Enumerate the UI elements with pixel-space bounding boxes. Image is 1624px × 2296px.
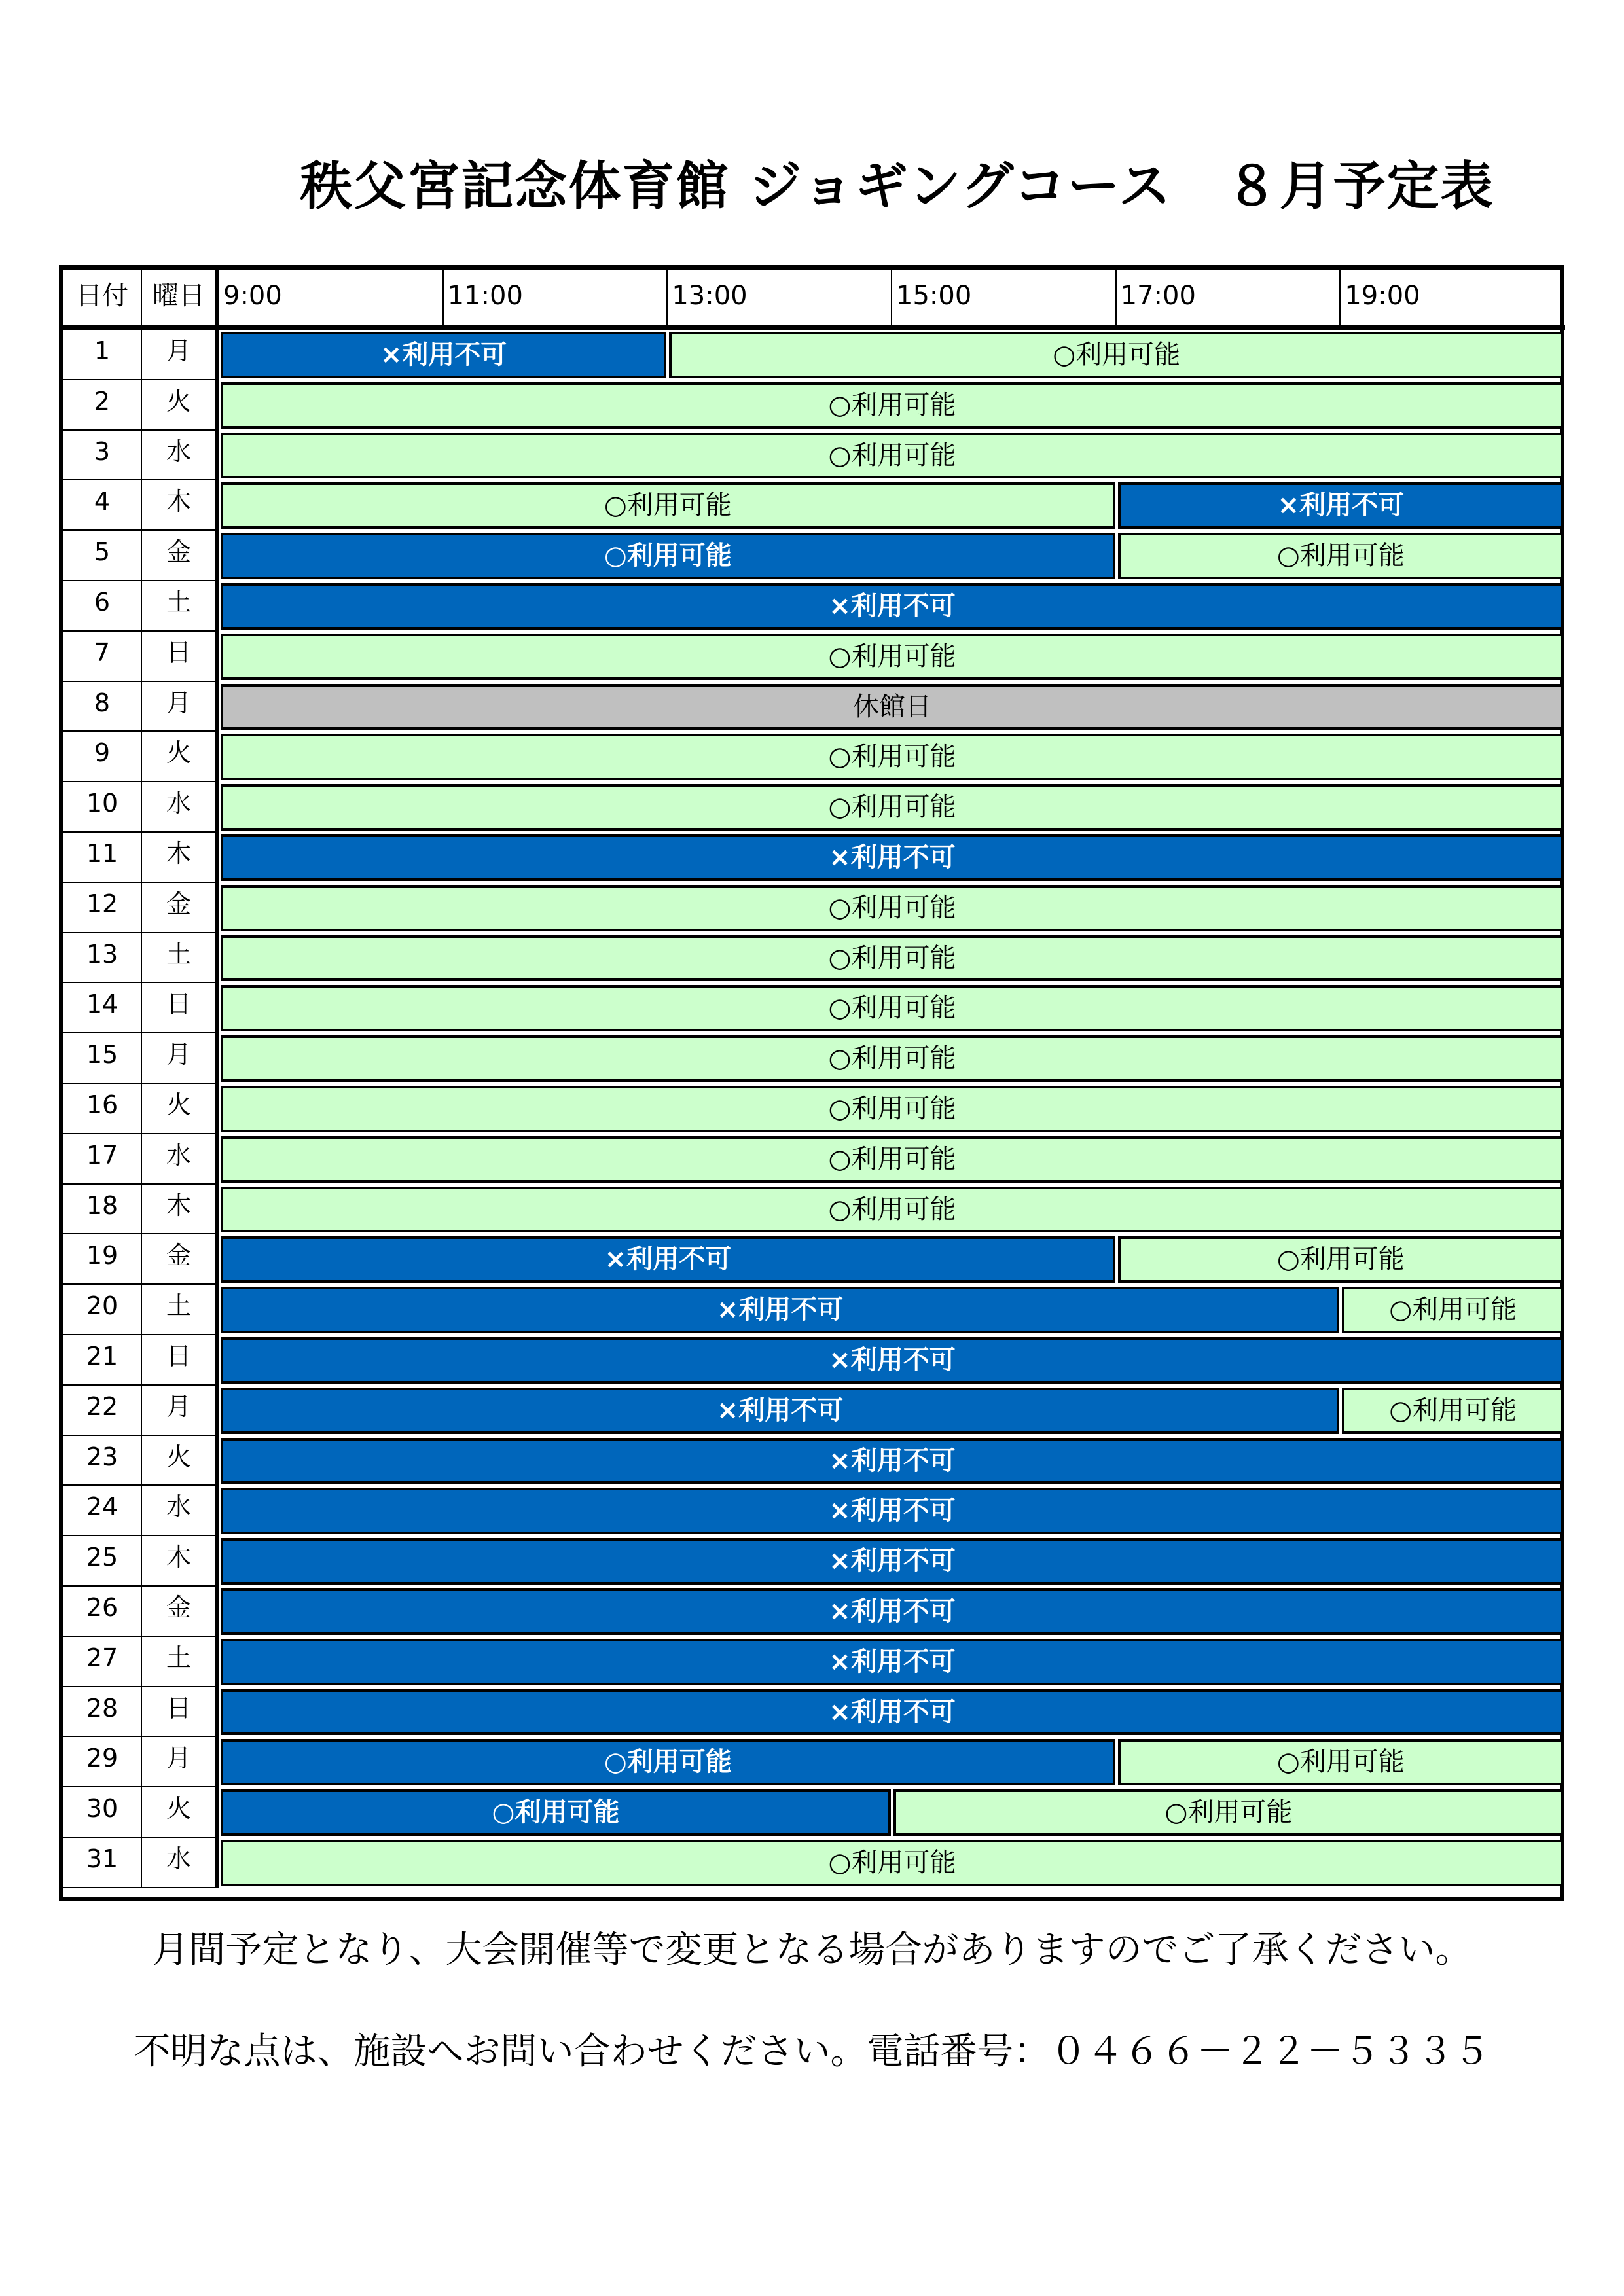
row-date: 17 [63,1134,142,1185]
schedule-slot-unavailable: ×利用不可 [221,834,1564,881]
schedule-slot-unavailable: ×利用不可 [221,1538,1564,1585]
row-weekday: 月 [142,330,219,380]
schedule-slot-unavailable: ×利用不可 [221,1689,1564,1736]
row-date: 28 [63,1687,142,1738]
row-date: 16 [63,1084,142,1134]
schedule-slot-available: ○利用可能 [221,935,1564,982]
row-date: 15 [63,1033,142,1084]
row-weekday: 水 [142,431,219,481]
note-contact: 不明な点は、施設へお問い合わせください。電話番号：０４６６－２２－５３３５ [134,2030,1490,2073]
row-date: 29 [63,1737,142,1787]
row-date: 20 [63,1285,142,1335]
schedule-slot-available: ○利用可能 [221,985,1564,1031]
schedule-slot-unavailable: ×利用不可 [221,1388,1339,1434]
header-time: 11:00 [444,270,668,330]
row-weekday: 火 [142,380,219,431]
row-date: 1 [63,330,142,380]
row-date: 14 [63,983,142,1033]
row-weekday: 木 [142,1185,219,1235]
row-date: 22 [63,1386,142,1436]
row-date: 4 [63,480,142,531]
row-weekday: 火 [142,732,219,782]
schedule-slot-unavailable: ×利用不可 [221,583,1564,630]
row-weekday: 月 [142,1737,219,1787]
schedule-slot-available: ○利用可能 [221,533,1115,579]
row-date: 12 [63,883,142,933]
schedule-slot-available: ○利用可能 [221,1739,1115,1785]
row-date: 8 [63,682,142,732]
schedule-slot-unavailable: ×利用不可 [221,1438,1564,1484]
schedule-slot-available: ○利用可能 [1118,1236,1564,1283]
header-weekday: 曜日 [142,270,219,330]
schedule-slot-available: ○利用可能 [1342,1287,1564,1333]
schedule-slot-available: ○利用可能 [893,1789,1564,1836]
header-time: 9:00 [219,270,444,330]
schedule-slot-available: ○利用可能 [1118,533,1564,579]
row-weekday: 火 [142,1084,219,1134]
row-date: 3 [63,431,142,481]
schedule-slot-closed: 休館日 [221,684,1564,730]
row-date: 13 [63,933,142,984]
row-weekday: 日 [142,1335,219,1386]
row-weekday: 木 [142,1536,219,1587]
schedule-slot-unavailable: ×利用不可 [221,332,666,378]
row-date: 5 [63,531,142,581]
row-weekday: 土 [142,581,219,632]
schedule-slot-available: ○利用可能 [221,1840,1564,1886]
schedule-slot-unavailable: ×利用不可 [221,1236,1115,1283]
schedule-slot-available: ○利用可能 [221,734,1564,780]
row-weekday: 月 [142,682,219,732]
row-date: 25 [63,1536,142,1587]
header-time: 17:00 [1117,270,1341,330]
schedule-slot-available: ○利用可能 [221,784,1564,831]
row-weekday: 日 [142,983,219,1033]
schedule-slot-unavailable: ×利用不可 [221,1287,1339,1333]
row-date: 21 [63,1335,142,1386]
page-title: 秩父宮記念体育館 ジョギングコース ８月予定表 [300,156,1494,217]
header-time: 19:00 [1341,270,1565,330]
row-weekday: 水 [142,782,219,833]
schedule-slot-available: ○利用可能 [221,482,1115,529]
row-date: 6 [63,581,142,632]
header-time: 13:00 [668,270,892,330]
schedule-slot-available: ○利用可能 [1342,1388,1564,1434]
header-time: 15:00 [892,270,1117,330]
row-weekday: 月 [142,1033,219,1084]
row-weekday: 土 [142,1285,219,1335]
row-date: 24 [63,1486,142,1536]
row-date: 27 [63,1637,142,1687]
schedule-slot-available: ○利用可能 [221,1789,891,1836]
schedule-slot-available: ○利用可能 [221,885,1564,931]
row-weekday: 水 [142,1134,219,1185]
schedule-slot-available: ○利用可能 [221,634,1564,680]
row-date: 18 [63,1185,142,1235]
row-weekday: 木 [142,480,219,531]
schedule-slot-available: ○利用可能 [221,1086,1564,1132]
row-weekday: 金 [142,1234,219,1285]
schedule-slot-available: ○利用可能 [221,382,1564,429]
schedule-slot-available: ○利用可能 [669,332,1564,378]
row-date: 31 [63,1838,142,1888]
row-weekday: 日 [142,632,219,682]
row-date: 30 [63,1787,142,1838]
row-weekday: 月 [142,1386,219,1436]
row-date: 7 [63,632,142,682]
schedule-table [59,265,1564,1901]
row-weekday: 木 [142,833,219,883]
schedule-slot-available: ○利用可能 [221,433,1564,479]
row-weekday: 火 [142,1436,219,1486]
schedule-slot-available: ○利用可能 [221,1136,1564,1183]
row-weekday: 火 [142,1787,219,1838]
schedule-slot-available: ○利用可能 [221,1035,1564,1082]
schedule-slot-unavailable: ×利用不可 [1118,482,1564,529]
row-date: 2 [63,380,142,431]
row-date: 9 [63,732,142,782]
row-weekday: 日 [142,1687,219,1738]
schedule-slot-unavailable: ×利用不可 [221,1588,1564,1635]
row-date: 26 [63,1587,142,1637]
row-weekday: 金 [142,531,219,581]
note-schedule-change: 月間予定となり、大会開催等で変更となる場合がありますのでご了承ください。 [152,1929,1472,1971]
schedule-slot-unavailable: ×利用不可 [221,1488,1564,1534]
row-date: 10 [63,782,142,833]
schedule-slot-unavailable: ×利用不可 [221,1639,1564,1685]
row-date: 11 [63,833,142,883]
row-weekday: 土 [142,1637,219,1687]
row-date: 19 [63,1234,142,1285]
schedule-slot-available: ○利用可能 [221,1187,1564,1233]
row-weekday: 水 [142,1486,219,1536]
schedule-slot-available: ○利用可能 [1118,1739,1564,1785]
row-weekday: 土 [142,933,219,984]
header-date: 日付 [63,270,142,330]
row-weekday: 金 [142,883,219,933]
schedule-slot-unavailable: ×利用不可 [221,1337,1564,1384]
row-weekday: 金 [142,1587,219,1637]
row-date: 23 [63,1436,142,1486]
row-weekday: 水 [142,1838,219,1888]
